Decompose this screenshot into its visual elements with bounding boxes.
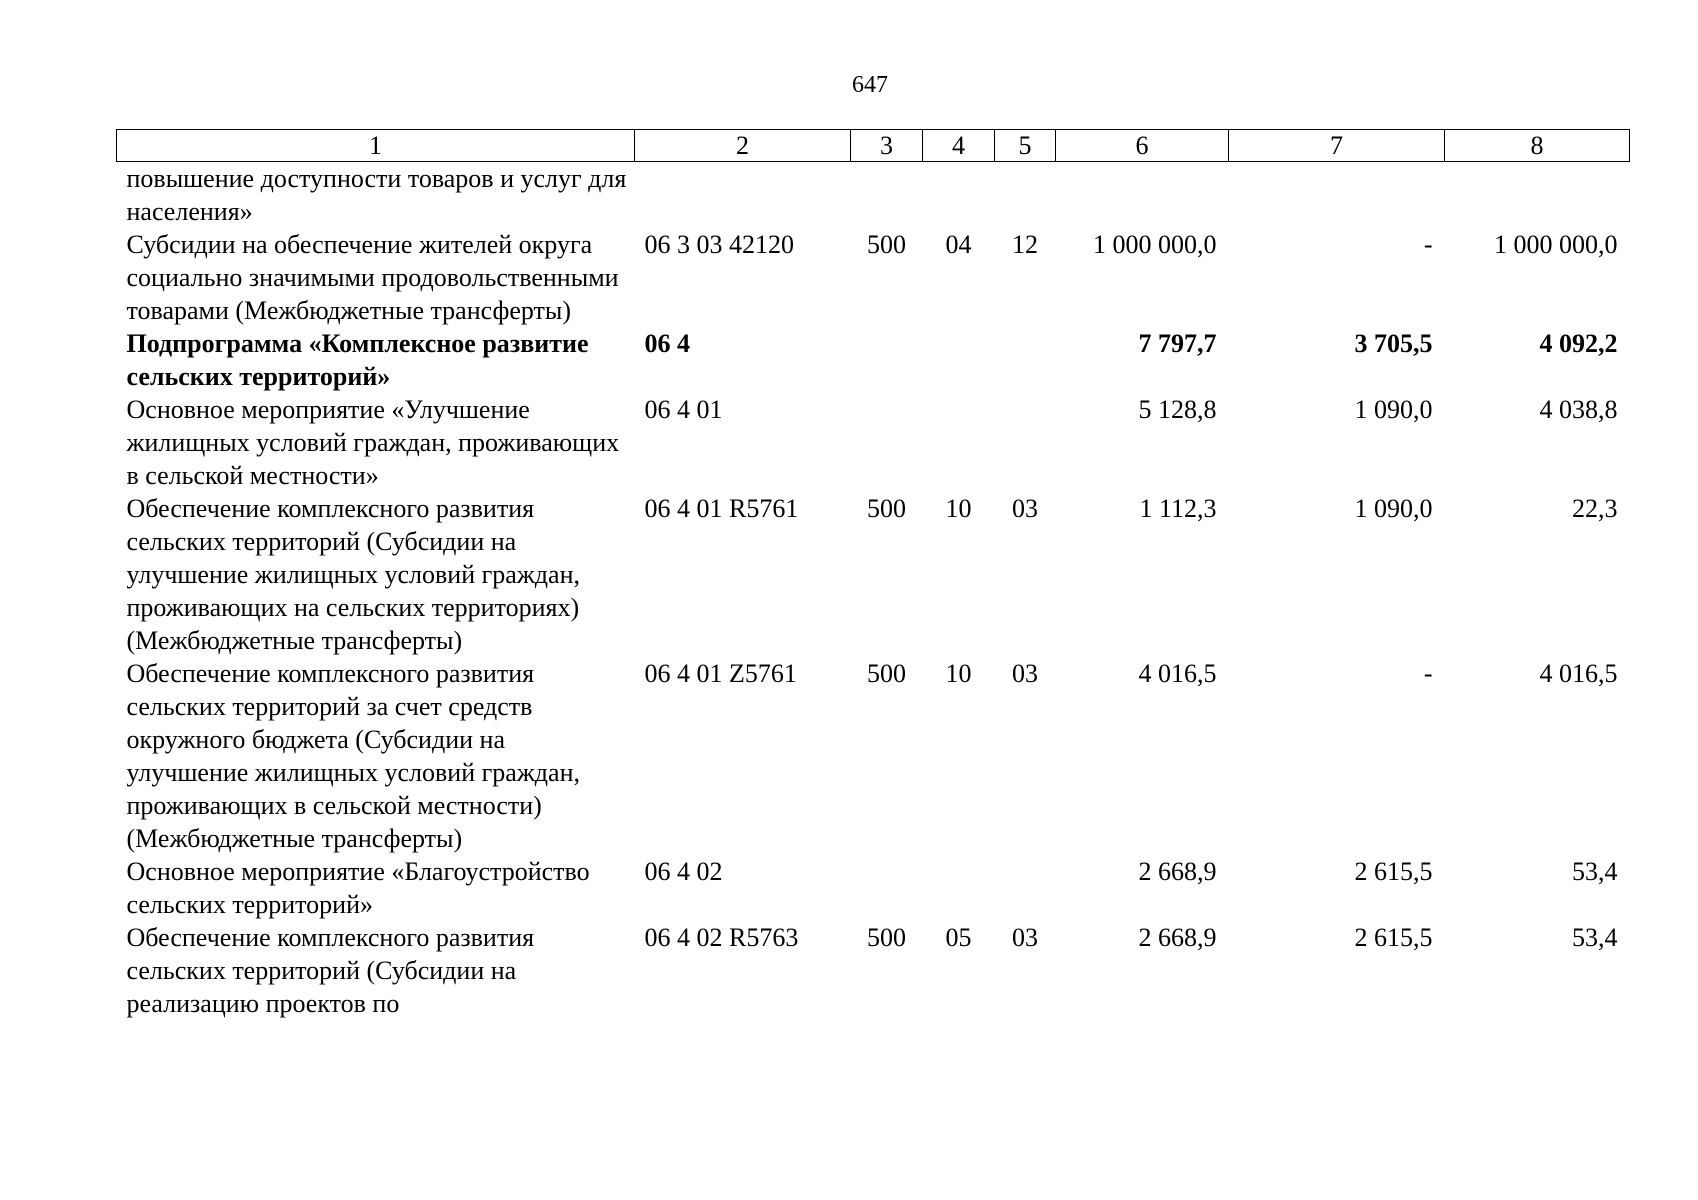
row-col8-amount-cell: 53,4 <box>1572 857 1618 886</box>
row-col6-amount-cell: 7 797,7 <box>1138 329 1217 358</box>
row-col4-cell <box>923 162 995 229</box>
row-col6-amount-cell: 1 000 000,0 <box>1093 230 1217 259</box>
row-col7-amount-cell: 2 615,5 <box>1354 923 1433 952</box>
row-col6-amount-cell: 2 668,9 <box>1138 857 1217 886</box>
column-header-4: 4 <box>923 130 995 162</box>
row-col5-cell: 12 <box>1012 230 1038 259</box>
row-col4-cell: 05 <box>945 923 972 952</box>
row-col4-cell <box>923 393 995 492</box>
row-col3-cell <box>851 393 923 492</box>
row-col3-cell: 500 <box>867 659 906 688</box>
table-row <box>117 228 1630 327</box>
row-code-cell: 06 4 01 <box>644 395 723 424</box>
column-header-8: 8 <box>1445 130 1630 162</box>
row-col6-amount-cell: 2 668,9 <box>1138 923 1217 952</box>
row-col7-amount-cell: 2 615,5 <box>1354 857 1433 886</box>
row-col4-cell <box>923 855 995 921</box>
column-header-3: 3 <box>851 130 923 162</box>
row-col8-amount-cell: 53,4 <box>1572 923 1618 952</box>
row-code-cell: 06 4 02 R5763 <box>644 923 799 952</box>
page-number: 647 <box>852 72 888 98</box>
row-code-cell: 06 4 01 Z5761 <box>644 659 797 688</box>
table-row <box>117 393 1630 492</box>
row-col8-amount-cell <box>1445 162 1630 229</box>
row-col7-amount-cell: - <box>1423 230 1433 259</box>
row-col4-cell: 10 <box>945 659 972 688</box>
budget-table <box>116 129 1630 1020</box>
table-row <box>117 327 1630 393</box>
row-col7-amount-cell: 1 090,0 <box>1354 494 1433 523</box>
row-col5-cell: 03 <box>1012 659 1038 688</box>
table-row <box>117 492 1630 657</box>
row-col8-amount-cell: 4 038,8 <box>1539 395 1618 424</box>
column-number-header-row <box>117 130 1630 162</box>
row-col6-amount-cell: 5 128,8 <box>1138 395 1217 424</box>
row-col5-cell: 03 <box>1012 923 1038 952</box>
row-col8-amount-cell: 1 000 000,0 <box>1494 230 1618 259</box>
row-col6-amount-cell: 4 016,5 <box>1138 659 1217 688</box>
row-name-cell: Основное мероприятие «Улучшение жилищных условий граждан, проживающих в сельской местности» <box>126 395 620 490</box>
row-name-cell: Основное мероприятие «Благоустройство сельских территорий» <box>126 857 590 919</box>
row-col3-cell: 500 <box>867 230 906 259</box>
row-name-cell: повышение доступности товаров и услуг для населения» <box>126 164 627 226</box>
row-col7-amount-cell: 1 090,0 <box>1354 395 1433 424</box>
row-col7-amount-cell: - <box>1423 659 1433 688</box>
row-name-cell: Обеспечение комплексного развития сельских территорий за счет средств окружного бюджета (Субсидии на улучшение жилищных условий граждан, проживающих в сельской местности) (Межбюджетные трансферты) <box>126 659 580 853</box>
row-col3-cell <box>851 855 923 921</box>
table-row <box>117 657 1630 855</box>
column-header-1: 1 <box>117 130 635 162</box>
table-row <box>117 921 1630 1020</box>
row-col6-amount-cell <box>1056 162 1229 229</box>
column-header-2: 2 <box>635 130 851 162</box>
row-col5-cell <box>995 393 1056 492</box>
row-code-cell <box>635 162 851 229</box>
row-col4-cell: 04 <box>945 230 972 259</box>
row-name-cell: Субсидии на обеспечение жителей округа социально значимыми продовольственными товарами (Межбюджетные трансферты) <box>126 230 619 325</box>
row-col5-cell: 03 <box>1012 494 1038 523</box>
row-col4-cell: 10 <box>945 494 972 523</box>
row-col5-cell <box>995 855 1056 921</box>
row-col8-amount-cell: 22,3 <box>1572 494 1618 523</box>
row-col7-amount-cell <box>1229 162 1445 229</box>
row-col8-amount-cell: 4 016,5 <box>1539 659 1618 688</box>
row-col3-cell <box>851 162 923 229</box>
row-col7-amount-cell: 3 705,5 <box>1354 329 1433 358</box>
row-code-cell: 06 4 <box>644 329 690 358</box>
row-col3-cell: 500 <box>867 923 906 952</box>
row-code-cell: 06 4 02 <box>644 857 723 886</box>
row-col3-cell: 500 <box>867 494 906 523</box>
row-col3-cell <box>851 327 923 393</box>
row-col8-amount-cell: 4 092,2 <box>1539 329 1618 358</box>
column-header-6: 6 <box>1056 130 1229 162</box>
row-col6-amount-cell: 1 112,3 <box>1139 494 1217 523</box>
row-col4-cell <box>923 327 995 393</box>
row-col5-cell <box>995 162 1056 229</box>
column-header-5: 5 <box>995 130 1056 162</box>
column-header-7: 7 <box>1229 130 1445 162</box>
table-row <box>117 855 1630 921</box>
row-code-cell: 06 4 01 R5761 <box>644 494 799 523</box>
row-name-cell: Обеспечение комплексного развития сельских территорий (Субсидии на улучшение жилищных условий граждан, проживающих на сельских территориях) (Межбюджетные трансферты) <box>126 494 580 655</box>
row-code-cell: 06 3 03 42120 <box>644 230 794 259</box>
table-row <box>117 162 1630 229</box>
row-name-cell: Подпрограмма «Комплексное развитие сельских территорий» <box>126 329 589 391</box>
row-col5-cell <box>995 327 1056 393</box>
row-name-cell: Обеспечение комплексного развития сельских территорий (Субсидии на реализацию проектов по <box>126 923 535 1018</box>
